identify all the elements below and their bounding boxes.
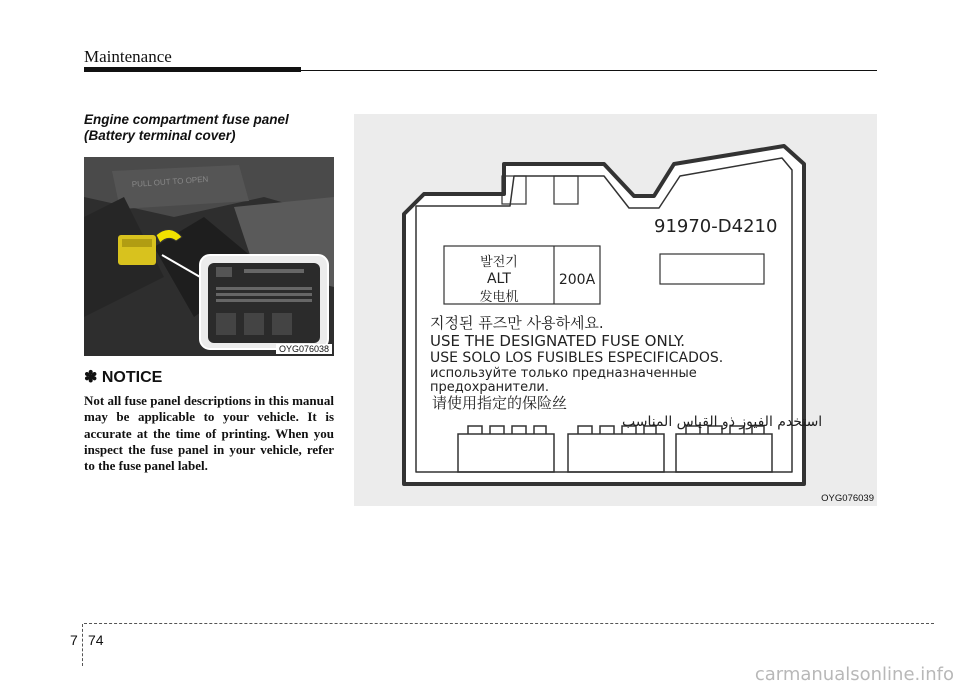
fuse-panel-label-illustration [354, 114, 877, 506]
chapter-number: 7 [70, 632, 78, 648]
engine-photo-illustration [84, 157, 334, 356]
photo-code: OYG076038 [276, 344, 332, 354]
page-number: 74 [88, 632, 104, 648]
footer-vertical-rule [82, 624, 83, 666]
svg-text:PULL OUT TO OPEN: PULL OUT TO OPEN [131, 174, 209, 189]
header-rule-thick [84, 67, 301, 72]
footer-rule [84, 623, 934, 624]
label-warning-korean: 지정된 퓨즈만 사용하세요. [430, 314, 604, 332]
label-warning-chinese: 请使用指定的保险丝 [432, 394, 568, 412]
notice-icon: ✽ [84, 369, 98, 386]
label-warning-arabic: استخدم الفيوز ذو القياس المناسب [622, 414, 823, 430]
notice-body: Not all fuse panel descriptions in this manual may be applicable to your vehicle. It is accurate at the time of printing. When you inspect the fuse panel in your vehicle, refer to the fuse panel label. [84, 393, 334, 474]
header-title: Maintenance [84, 47, 172, 66]
fuse-label-drawing [354, 114, 877, 506]
label-amperage: 200A [558, 272, 596, 288]
label-code: OYG076039 [821, 493, 874, 504]
section-title [84, 112, 344, 144]
engine-compartment-photo [84, 157, 334, 356]
label-alt-chinese: 发电机 [479, 290, 519, 305]
label-warning-russian-1: используйте только предназначенные [430, 366, 697, 381]
label-warning-spanish: USE SOLO LOS FUSIBLES ESPECIFICADOS. [430, 350, 724, 366]
notice-heading [84, 367, 162, 387]
label-warning-english: USE THE DESIGNATED FUSE ONLY. [430, 332, 685, 350]
notice-heading-text: NOTICE [101, 369, 163, 386]
header-rule-thin [301, 70, 877, 71]
section-title-line1: Engine compartment fuse panel [84, 112, 289, 127]
label-warning-russian-2: предохранители. [430, 380, 550, 395]
watermark[interactable]: carmanualsonline.info [754, 664, 954, 685]
section-title-line2: (Battery terminal cover) [84, 128, 236, 143]
label-part-number: 91970-D4210 [654, 216, 778, 237]
label-alt-english: ALT [486, 271, 512, 287]
label-alt-korean: 발전기 [480, 255, 518, 270]
